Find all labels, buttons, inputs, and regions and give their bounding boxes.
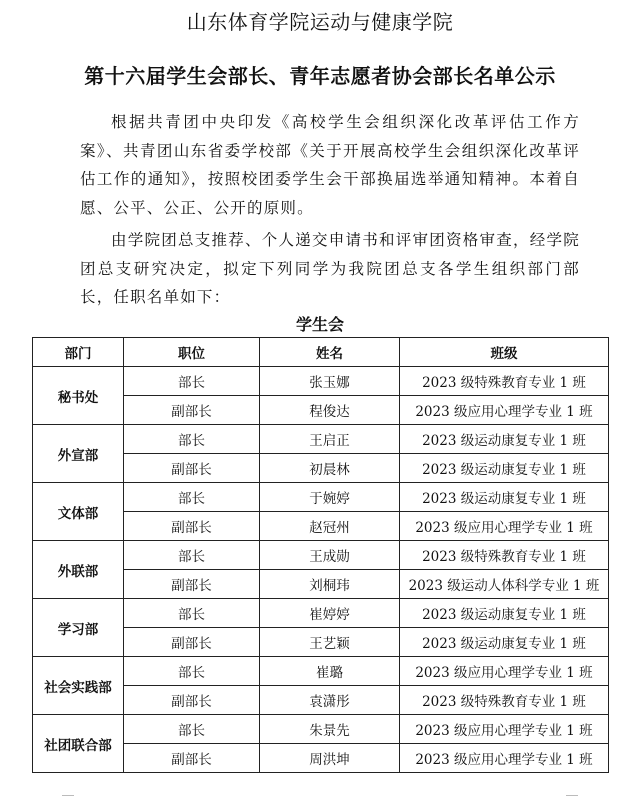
position-cell: 副部长: [124, 744, 260, 773]
table-row: [33, 715, 609, 744]
department-cell: 学习部: [33, 599, 124, 657]
table-header-row: [33, 338, 609, 367]
position-cell: 副部长: [124, 570, 260, 599]
table-row: [33, 367, 609, 396]
department-cell: 社会实践部: [33, 657, 124, 715]
table-row: [33, 425, 609, 454]
class-cell: 2023 级运动康复专业 1 班: [400, 483, 609, 512]
name-cell: 于婉婷: [260, 483, 400, 512]
header-position: 职位: [124, 338, 260, 367]
school-name: 山东体育学院运动与健康学院: [186, 10, 454, 34]
name-cell: 王启正: [260, 425, 400, 454]
position-cell: 部长: [124, 715, 260, 744]
position-cell: 部长: [124, 425, 260, 454]
position-cell: 部长: [124, 367, 260, 396]
class-cell: 2023 级运动康复专业 1 班: [400, 628, 609, 657]
name-cell: 刘桐玮: [260, 570, 400, 599]
department-cell: 外联部: [33, 541, 124, 599]
class-cell: 2023 级应用心理学专业 1 班: [400, 715, 609, 744]
name-cell: 崔璐: [260, 657, 400, 686]
name-cell: 王成勋: [260, 541, 400, 570]
position-cell: 副部长: [124, 686, 260, 715]
class-cell: 2023 级运动康复专业 1 班: [400, 599, 609, 628]
position-cell: 副部长: [124, 454, 260, 483]
table-caption: 学生会: [295, 315, 344, 334]
class-cell: 2023 级应用心理学专业 1 班: [400, 744, 609, 773]
table-row: [33, 541, 609, 570]
table-row: [33, 599, 609, 628]
position-cell: 副部长: [124, 396, 260, 425]
position-cell: 部长: [124, 483, 260, 512]
table-row: [33, 483, 609, 512]
name-cell: 袁潇彤: [260, 686, 400, 715]
department-cell: 外宣部: [33, 425, 124, 483]
page-corner-mark-right: [566, 795, 578, 796]
document-title: 第十六届学生会部长、青年志愿者协会部长名单公示: [84, 64, 556, 88]
class-cell: 2023 级运动康复专业 1 班: [400, 425, 609, 454]
name-cell: 崔婷婷: [260, 599, 400, 628]
class-cell: 2023 级应用心理学专业 1 班: [400, 396, 609, 425]
name-cell: 赵冠州: [260, 512, 400, 541]
position-cell: 部长: [124, 657, 260, 686]
position-cell: 副部长: [124, 628, 260, 657]
body-paragraph-2: 由学院团总支推荐、个人递交申请书和评审团资格审查，经学院团总支研究决定，拟定下列同学为我院团总支各学生组织部门部长，任职名单如下：: [80, 231, 580, 306]
header-class: 班级: [400, 338, 609, 367]
position-cell: 副部长: [124, 512, 260, 541]
name-cell: 初晨林: [260, 454, 400, 483]
department-cell: 社团联合部: [33, 715, 124, 773]
name-cell: 张玉娜: [260, 367, 400, 396]
name-cell: 王艺颖: [260, 628, 400, 657]
body-paragraph-1: 根据共青团中央印发《高校学生会组织深化改革评估工作方案》、共青团山东省委学校部《关于开展高校学生会组织深化改革评估工作的通知》，按照校团委学生会干部换届选举通知精神。本着自愿、公平、公正、公开的原则。: [80, 113, 580, 217]
department-cell: 秘书处: [33, 367, 124, 425]
class-cell: 2023 级特殊教育专业 1 班: [400, 686, 609, 715]
class-cell: 2023 级应用心理学专业 1 班: [400, 657, 609, 686]
class-cell: 2023 级特殊教育专业 1 班: [400, 367, 609, 396]
header-department: 部门: [33, 338, 124, 367]
position-cell: 部长: [124, 599, 260, 628]
table-row: [33, 657, 609, 686]
name-cell: 周洪坤: [260, 744, 400, 773]
class-cell: 2023 级运动人体科学专业 1 班: [400, 570, 609, 599]
class-cell: 2023 级运动康复专业 1 班: [400, 454, 609, 483]
name-cell: 程俊达: [260, 396, 400, 425]
position-cell: 部长: [124, 541, 260, 570]
class-cell: 2023 级特殊教育专业 1 班: [400, 541, 609, 570]
department-cell: 文体部: [33, 483, 124, 541]
header-name: 姓名: [260, 338, 400, 367]
roster-body: [33, 367, 609, 773]
class-cell: 2023 级应用心理学专业 1 班: [400, 512, 609, 541]
page-corner-mark-left: [62, 795, 74, 796]
name-cell: 朱景先: [260, 715, 400, 744]
roster-table: [32, 337, 609, 773]
